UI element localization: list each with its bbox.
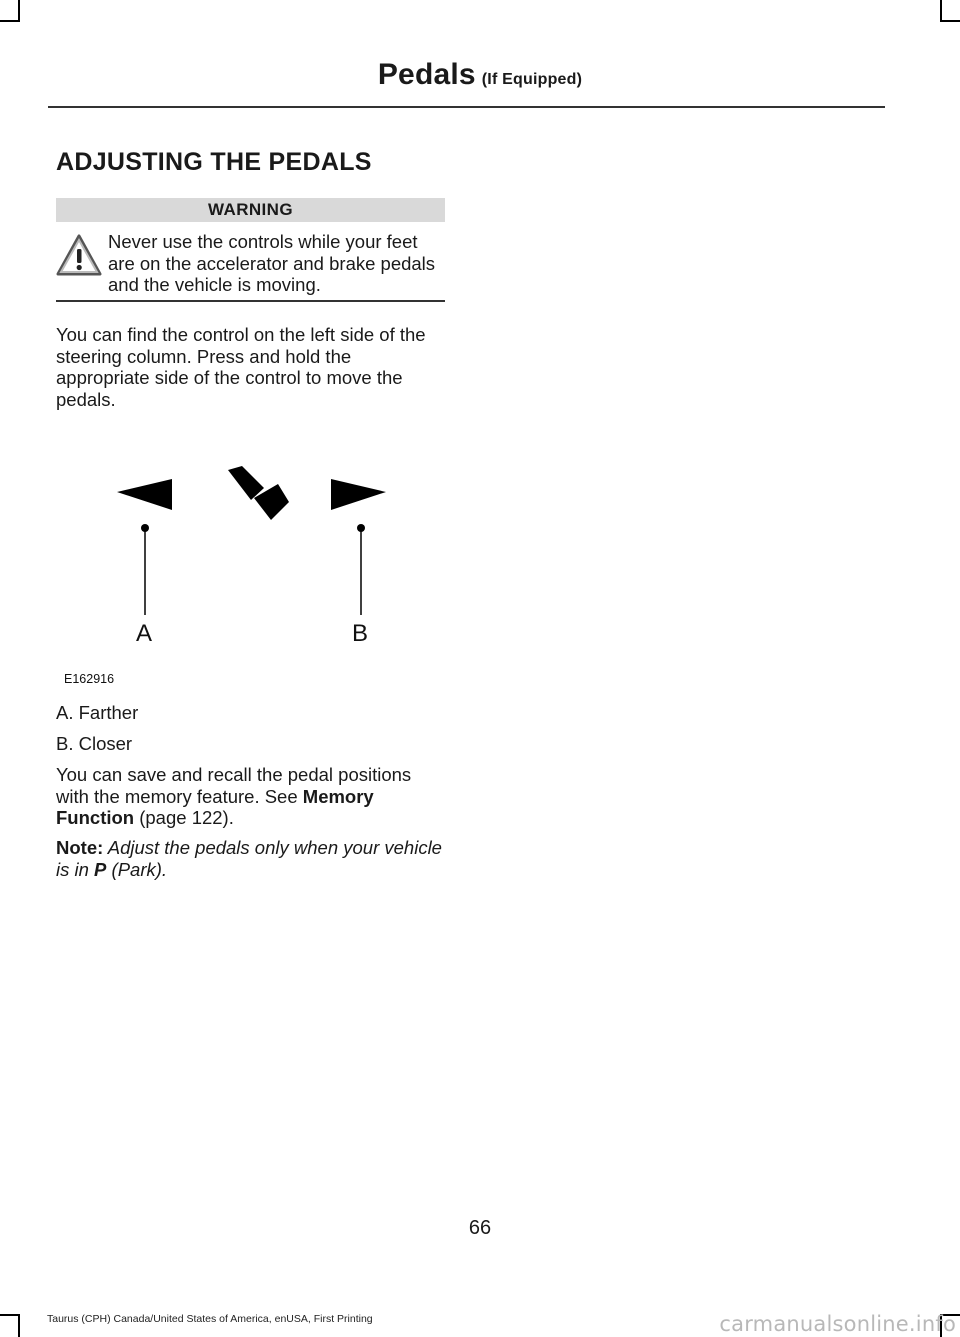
note-label: Note: [56,837,104,858]
warning-divider [56,300,445,302]
legend-item-a: A. Farther [56,702,139,723]
crop-mark [18,0,20,22]
figure-label-a: A [136,620,153,647]
left-arrow-icon [117,479,172,510]
watermark: carmanualsonline.info [719,1312,956,1336]
header-title: Pedals [377,58,476,91]
figure-label-b: B [352,620,369,647]
right-arrow-icon [331,479,386,510]
crop-mark [940,0,942,22]
note-text-end: (Park). [106,858,168,880]
legend-item-b: B. Closer [56,733,133,754]
crop-mark [0,20,20,22]
pedal-control-figure [56,440,445,700]
warning-triangle-icon [56,234,102,276]
header-subtitle: (If Equipped) [481,71,583,88]
memory-text: You can save and recall the pedal positions with the memory feature. See [56,764,412,807]
memory-paragraph [56,764,448,829]
figure-code: E162916 [64,672,115,686]
crop-mark [18,1314,20,1337]
header-divider [48,106,885,108]
figure-drawing [56,440,445,670]
note-text: Adjust the pedals only when your vehicle is in [56,837,442,880]
warning-label: WARNING [56,198,445,222]
body-paragraph: You can find the control on the left side of the steering column. Press and hold the appropriate side of the control to move the pedals. [56,324,426,410]
memory-function-link[interactable]: Memory Function [56,785,374,828]
crop-mark [940,20,960,22]
note-paragraph [56,837,448,880]
crop-mark [0,1314,20,1316]
page-number: 66 [468,1217,492,1239]
note-gear-p: P [94,858,107,880]
pedal-icon [228,466,289,520]
memory-page-ref: (page 122). [134,807,234,828]
page-header [0,58,960,92]
page-footer: Taurus (CPH) Canada/United States of America, enUSA, First Printing [47,1313,373,1325]
warning-text: Never use the controls while your feet are on the accelerator and brake pedals and the vehicle is moving. [108,231,436,295]
section-heading: ADJUSTING THE PEDALS [56,148,372,176]
